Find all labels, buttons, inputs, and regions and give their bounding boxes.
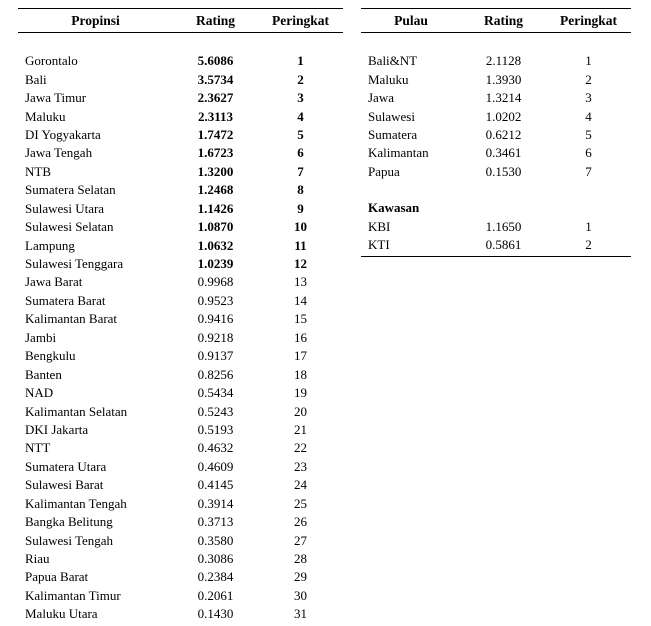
row-rank-cell: 7 <box>297 163 304 179</box>
row-rank-cell: 4 <box>585 108 592 124</box>
row-rank-cell: 7 <box>585 163 592 179</box>
row-rating-cell: 0.8256 <box>197 366 234 382</box>
table-header-row <box>361 9 631 32</box>
row-rank-cell: 27 <box>294 532 307 548</box>
row-rank-cell: 1 <box>585 218 592 234</box>
row-name-cell: Jawa <box>368 90 394 106</box>
row-name-cell: NAD <box>25 385 54 401</box>
row-name-cell: Riau <box>25 551 50 567</box>
row-rank-cell: 2 <box>585 71 592 87</box>
table-row <box>18 89 343 107</box>
table-row <box>18 568 343 586</box>
row-rank-cell: 21 <box>294 421 307 437</box>
row-rank-cell: 26 <box>294 514 307 530</box>
row-name-cell: Kalimantan Selatan <box>25 403 128 419</box>
table-row <box>18 587 343 605</box>
row-rating-cell: 0.2384 <box>197 569 234 585</box>
row-name-cell: Papua Barat <box>25 569 89 585</box>
row-name-cell: Gorontalo <box>25 53 78 69</box>
row-rank-cell: 18 <box>294 366 307 382</box>
row-name-cell: Lampung <box>25 237 75 253</box>
row-rating-cell: 2.3113 <box>197 108 234 124</box>
region-section-label: Kawasan <box>368 200 420 216</box>
row-rating-cell: 0.3086 <box>197 551 234 567</box>
row-rating-cell: 1.1426 <box>197 200 234 216</box>
row-name-cell: NTT <box>25 440 51 456</box>
row-rating-cell: 0.5861 <box>485 237 522 253</box>
row-rating-cell: 0.2061 <box>197 587 234 603</box>
row-name-cell: Kalimantan Tengah <box>25 495 127 511</box>
table-row <box>18 107 343 125</box>
header-rank: Peringkat <box>560 12 617 28</box>
table-row <box>18 329 343 347</box>
table-row <box>18 70 343 88</box>
table-row <box>18 531 343 549</box>
table-row <box>18 421 343 439</box>
row-rating-cell: 1.1650 <box>485 218 522 234</box>
table-row <box>18 236 343 254</box>
row-name-cell: Sulawesi Selatan <box>25 219 114 235</box>
row-rating-cell: 0.5434 <box>197 385 234 401</box>
table-header-rule <box>361 32 631 33</box>
table-row <box>361 163 631 181</box>
row-rank-cell: 25 <box>294 495 307 511</box>
row-rank-cell: 28 <box>294 551 307 567</box>
row-rank-cell: 29 <box>294 569 307 585</box>
row-name-cell: Sulawesi Tengah <box>25 532 114 548</box>
table-row <box>18 513 343 531</box>
row-rank-cell: 15 <box>294 311 307 327</box>
row-rank-cell: 5 <box>297 126 304 142</box>
header-province: Propinsi <box>71 12 120 28</box>
table-bottom-rule <box>361 256 631 257</box>
row-rating-cell: 0.3914 <box>197 495 234 511</box>
row-rating-cell: 2.1128 <box>485 53 522 69</box>
row-rating-cell: 0.5193 <box>197 421 234 437</box>
table-row <box>18 200 343 218</box>
row-rating-cell: 0.3461 <box>485 145 522 161</box>
row-rating-cell: 0.1530 <box>485 163 522 179</box>
table-row <box>18 439 343 457</box>
table-row <box>18 384 343 402</box>
row-rank-cell: 17 <box>294 348 307 364</box>
row-rank-cell: 12 <box>294 256 307 272</box>
table-row <box>361 89 631 107</box>
row-rank-cell: 16 <box>294 329 307 345</box>
row-name-cell: Sumatera Barat <box>25 292 106 308</box>
row-name-cell: Sulawesi Utara <box>25 200 105 216</box>
table-row <box>18 273 343 291</box>
row-rating-cell: 0.3713 <box>197 514 234 530</box>
row-rating-cell: 1.6723 <box>197 145 234 161</box>
table-row <box>18 181 343 199</box>
header-rank: Peringkat <box>272 12 329 28</box>
table-header-rule <box>18 32 343 33</box>
row-name-cell: Jawa Barat <box>25 274 83 290</box>
region-rows <box>361 218 631 255</box>
row-name-cell: Sumatera <box>368 126 418 142</box>
row-rank-cell: 2 <box>585 237 592 253</box>
row-name-cell: Bali <box>25 71 47 87</box>
row-rank-cell: 3 <box>585 90 592 106</box>
row-rank-cell: 10 <box>294 219 307 235</box>
table-row <box>18 605 343 623</box>
table-row <box>361 52 631 70</box>
row-rating-cell: 0.9523 <box>197 292 234 308</box>
row-rank-cell: 30 <box>294 587 307 603</box>
table-row <box>18 550 343 568</box>
row-rating-cell: 1.0632 <box>197 237 234 253</box>
row-name-cell: Sulawesi Tenggara <box>25 256 124 272</box>
row-name-cell: Sulawesi Barat <box>25 477 104 493</box>
row-name-cell: DKI Jakarta <box>25 421 89 437</box>
row-name-cell: Maluku <box>25 108 66 124</box>
row-rating-cell: 1.2468 <box>197 182 234 198</box>
row-rating-cell: 1.7472 <box>197 126 234 142</box>
table-row <box>18 402 343 420</box>
table-row <box>361 107 631 125</box>
row-name-cell: KTI <box>368 237 390 253</box>
row-rank-cell: 3 <box>297 90 304 106</box>
row-rank-cell: 2 <box>297 71 304 87</box>
row-rank-cell: 22 <box>294 440 307 456</box>
row-name-cell: Sulawesi <box>368 108 415 124</box>
table-row <box>18 476 343 494</box>
row-rank-cell: 31 <box>294 606 307 622</box>
row-rank-cell: 19 <box>294 385 307 401</box>
row-rating-cell: 0.9137 <box>197 348 234 364</box>
row-rank-cell: 6 <box>585 145 592 161</box>
row-rank-cell: 4 <box>297 108 304 124</box>
table-row <box>18 347 343 365</box>
header-rating: Rating <box>195 12 235 28</box>
row-rank-cell: 11 <box>294 237 307 253</box>
row-rating-cell: 1.0202 <box>485 108 522 124</box>
province-rows <box>18 52 343 624</box>
row-name-cell: Jambi <box>25 329 57 345</box>
row-rank-cell: 13 <box>294 274 307 290</box>
table-row <box>18 310 343 328</box>
table-row <box>361 126 631 144</box>
row-rating-cell: 0.9218 <box>197 329 234 345</box>
row-rank-cell: 1 <box>297 53 304 69</box>
row-name-cell: DI Yogyakarta <box>25 126 101 142</box>
row-name-cell: Kalimantan Timur <box>25 587 121 603</box>
row-name-cell: Banten <box>25 366 62 382</box>
table-row <box>18 218 343 236</box>
row-rank-cell: 8 <box>297 182 304 198</box>
row-name-cell: Bangka Belitung <box>25 514 113 530</box>
row-name-cell: Jawa Timur <box>25 90 87 106</box>
row-name-cell: Sumatera Utara <box>25 458 107 474</box>
row-rating-cell: 0.4145 <box>197 477 234 493</box>
row-rank-cell: 24 <box>294 477 307 493</box>
table-row <box>18 52 343 70</box>
table-header-row <box>18 9 343 32</box>
row-rank-cell: 5 <box>585 126 592 142</box>
row-rating-cell: 1.3214 <box>485 90 522 106</box>
row-rank-cell: 14 <box>294 292 307 308</box>
table-row <box>361 236 631 254</box>
row-rating-cell: 0.9416 <box>197 311 234 327</box>
row-rank-cell: 6 <box>297 145 304 161</box>
row-rating-cell: 1.0239 <box>197 256 234 272</box>
row-name-cell: Jawa Tengah <box>25 145 93 161</box>
table-row <box>18 126 343 144</box>
row-rank-cell: 1 <box>585 53 592 69</box>
row-rank-cell: 20 <box>294 403 307 419</box>
row-name-cell: Papua <box>368 163 400 179</box>
table-row <box>361 70 631 88</box>
table-row <box>18 255 343 273</box>
row-name-cell: Maluku <box>368 71 409 87</box>
row-rating-cell: 0.4632 <box>197 440 234 456</box>
table-row <box>18 365 343 383</box>
row-rating-cell: 0.3580 <box>197 532 234 548</box>
row-rating-cell: 3.5734 <box>197 71 234 87</box>
row-rating-cell: 1.0870 <box>197 219 234 235</box>
table-row <box>18 144 343 162</box>
table-row <box>18 458 343 476</box>
island-rating-table <box>361 8 631 257</box>
row-rating-cell: 0.6212 <box>485 126 522 142</box>
row-name-cell: Kalimantan <box>368 145 429 161</box>
header-island: Pulau <box>394 12 428 28</box>
row-rating-cell: 5.6086 <box>197 53 234 69</box>
table-row <box>18 292 343 310</box>
row-name-cell: Maluku Utara <box>25 606 98 622</box>
row-name-cell: KBI <box>368 218 391 234</box>
table-row <box>18 495 343 513</box>
row-rank-cell: 9 <box>297 200 304 216</box>
row-rank-cell: 23 <box>294 458 307 474</box>
row-rating-cell: 0.9968 <box>197 274 234 290</box>
header-rating: Rating <box>483 12 523 28</box>
province-rating-table <box>18 8 343 624</box>
row-name-cell: Bengkulu <box>25 348 76 364</box>
table-row <box>361 218 631 236</box>
row-rating-cell: 0.4609 <box>197 458 234 474</box>
row-name-cell: NTB <box>25 163 51 179</box>
row-rating-cell: 0.1430 <box>197 606 234 622</box>
row-rating-cell: 0.5243 <box>197 403 234 419</box>
row-rating-cell: 2.3627 <box>197 90 234 106</box>
row-name-cell: Sumatera Selatan <box>25 182 116 198</box>
row-rating-cell: 1.3930 <box>485 71 522 87</box>
table-row <box>18 163 343 181</box>
row-rating-cell: 1.3200 <box>197 163 234 179</box>
row-name-cell: Bali&NT <box>368 53 418 69</box>
row-name-cell: Kalimantan Barat <box>25 311 118 327</box>
table-row <box>361 144 631 162</box>
island-rows <box>361 52 631 181</box>
